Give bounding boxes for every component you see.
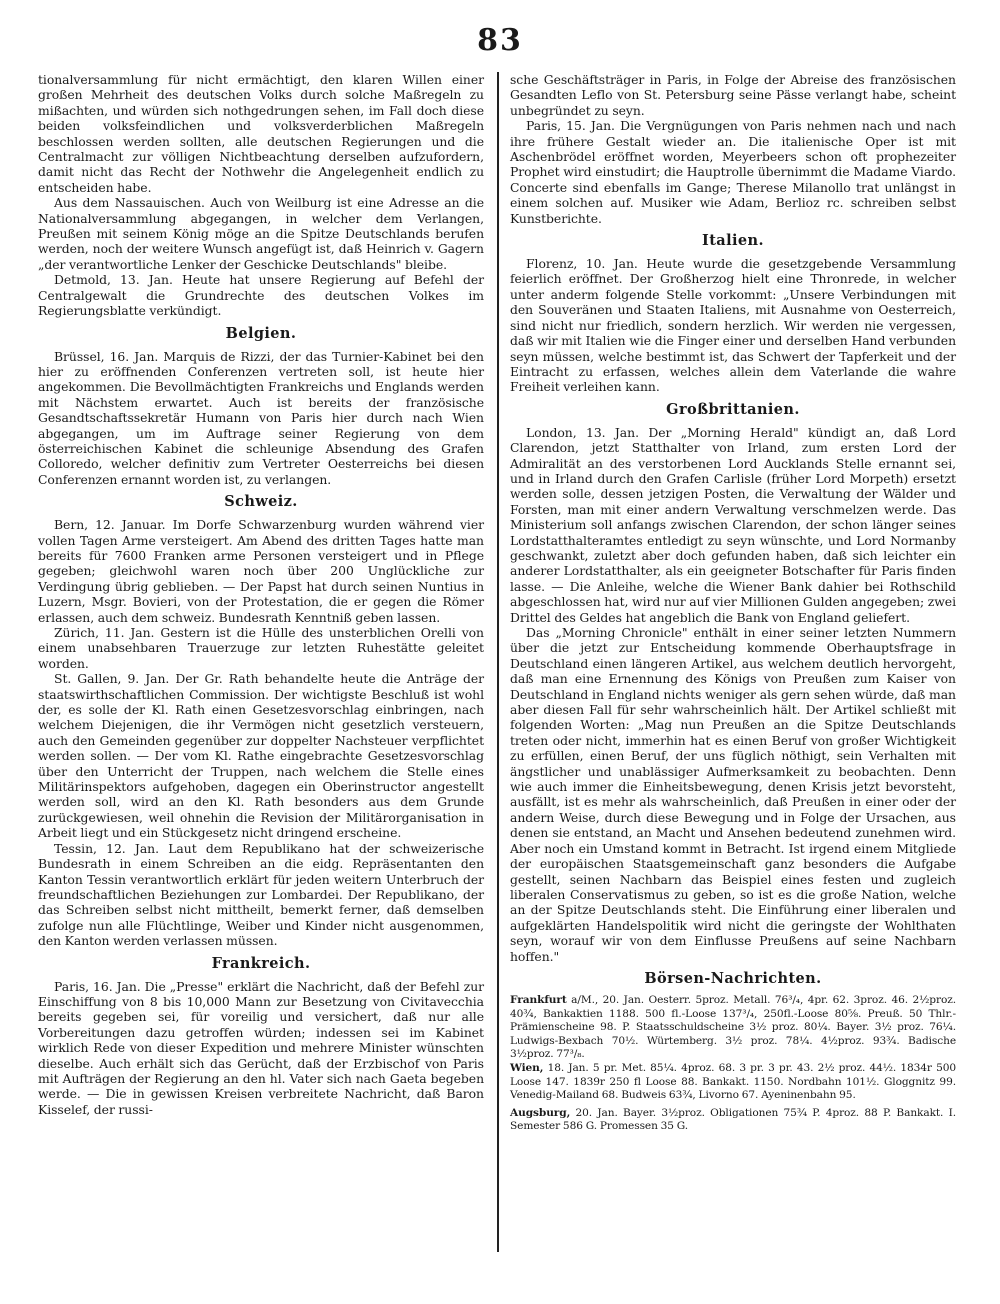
article-london: London, 13. Jan. Der „Morning Herald" kündigt an, daß Lord Clarendon, jetzt Statthalter von Irland, zum ersten Lord der Admiralität an des verstorbenen Lord Aucklands Stelle ernannt sei, und in Irland durch den Grafen Carlisle (früher Lord Morpeth) ersetzt werden solle, dessen jetzigen Posten, die Verwaltung der Wälder und Forsten, man mit einer andern Verwaltung verschmelzen werde. Das Ministerium soll anfangs zwischen Clarendon, der schon länger seines Lordstatthalteramtes entledigt zu seyn wünschte, und Lord Normanby geschwankt, zuletzt aber doch gefunden haben, daß sich leichter ein anderer Lordstatthalter, als ein geeigneter Botschafter für Paris finden lasse. — Die Anleihe, welche die Wiener Bank dahier bei Rothschild abgeschlossen hat, wird nur auf vier Millionen Gulden angegeben; zwei Drittel des Geldes hat angeblich die Bank von England geliefert. [510,424,956,625]
article-continuation-right: sche Geschäftsträger in Paris, in Folge der Abreise des französischen Gesandten Leflo von St. Petersburg seine Pässe verlangt habe, scheint unbegründet zu seyn. [510,72,956,118]
market-label-frankfurt: Frankfurt [510,993,567,1006]
article-detmold: Detmold, 13. Jan. Heute hat unsere Regierung auf Befehl der Centralgewalt die Grundrechte des deutschen Volkes im Regierungsblatte verkündigt. [38,272,484,319]
left-column [38,72,484,1117]
market-wien [510,1062,956,1103]
section-heading-frankreich: Frankreich. [211,954,311,972]
article-nassau: Aus dem Nassauischen. Auch von Weilburg ist eine Adresse an die Nationalversammlung abgegangen, in welcher dem Verlangen, Preußen mit seinem König möge an die Spitze Deutschlands berufen werden, noch der weitere Wunsch angefügt ist, daß Heinrich v. Gagern „der verantwortliche Lenker der Geschicke Deutschlands" bleibe. [38,195,484,272]
market-text-wien: 18. Jan. 5 pr. Met. 85¼. 4proz. 68. 3 pr. 3 pr. 43. 2½ proz. 44½. 1834r 500 Loose 147. 1839r 250 fl Loose 88. Bankakt. 1150. Nordbahn 101½. Gloggnitz 99. Venedig-Mailand 68. Budweis 63¾, Livorno 67. Ayeninenbahn 95. [510,1061,957,1102]
market-text-frankfurt: a/M., 20. Jan. Oesterr. 5proz. Metall. 76³/₄, 4pr. 62. 3proz. 46. 2½proz. 40¾, Bankaktien 1188. 500 fl.-Loose 137³/₄, 250fl.-Loose 80⅝. Preuß. 50 Thlr.-Prämienscheine 98. P. Staatsschuldscheine 3½ proz. 80¼. Bayer. 3½ proz. 76¼. Ludwigs-Bexbach 70½. Würtemberg. 3½ proz. 78¼. 4½proz. 93¾. Badische 3½proz. 77³/₈. [510,993,956,1061]
article-morning-chronicle: Das „Morning Chronicle" enthält in einer seiner letzten Nummern über die jetzt zur Entscheidung kommende Oberhauptsfrage in Deutschland einen längeren Artikel, aus welchem deutlich hervorgeht, daß man eine Ernennung des Königs von Preußen zum Kaiser von Deutschland in England nichts weniger als gern sehen würde, daß man aber diesen Fall für sehr wahrscheinlich hält. Der Artikel schließt mit folgenden Worten: „Mag nun Preußen an die Spitze Deutschlands treten oder nicht, immerhin hat es einen Beruf von großer Wichtigkeit zu erfüllen, einen Beruf, der uns füglich nöthigt, sein Verhalten mit ängstlicher und unablässiger Aufmerksamkeit zu beobachten. Denn wie auch immer die Einheitsbewegung, denen Krisis jetzt bevorsteht, ausfällt, ist es mehr als wahrscheinlich, daß Preußen in einer oder der andern Weise, durch diese Bewegung und in Folge der Ursachen, aus denen sie entstand, an Macht und Ansehen bedeutend zunehmen wird. Aber noch ein Umstand kommt in Betracht. Ist irgend einem Mitgliede der europäischen Staatsgemeinschaft ganz besonders die Aufgabe gestellt, seinen Nachbarn das Beispiel eines festen und zugleich liberalen Conservatismus zu geben, so ist es die große Nation, welche an der Spitze Deutschlands steht. Die Einführung einer liberalen und aufgeklärten Handelspolitik wird nicht die geringste der Wohlthaten seyn, worauf wir von dem Einflusse Preußens auf seine Nachbarn hoffen." [510,625,956,964]
market-label-augsburg: Augsburg, [510,1106,571,1119]
article-paris-16: Paris, 16. Jan. Die „Presse" erklärt die Nachricht, daß der Befehl zur Einschiffung von 8 bis 10,000 Mann zur Besetzung von Civitavecchia bereits gegeben sei, für voreilig und versichert, daß nur alle Vorbereitungen dazu getroffen würden; indessen sei im Kabinet wirklich Rede von dieser Expedition und mehrere Minister wünschten dieselbe. Auch erhält sich das Gerücht, daß der Erzbischof von Paris mit Aufträgen der Regierung an den hl. Vater sich nach Gaeta begeben werde. — Die in gewissen Kreisen verbreitete Nachricht, daß Baron Kisselef, der russi- [38,978,484,1117]
page-number: 83 [477,23,523,58]
section-heading-boersen: Börsen-Nachrichten. [644,969,822,987]
article-st-gallen: St. Gallen, 9. Jan. Der Gr. Rath behandelte heute die Anträge der staatswirthschaftlichen Commission. Der wichtigste Beschluß ist wohl der, es solle der Kl. Rath einen Gesetzesvorschlag einbringen, nach welchem Diejenigen, die ihr Vermögen nicht gesetzlich versteuern, auch den Gemeinden gegenüber zur doppelter Nachsteuer verpflichtet werden sollen. — Der vom Kl. Rathe eingebrachte Gesetzesvorschlag über den Unterricht der Truppen, nach welchem die Stelle eines Militärinspektors aufgehoben, dagegen ein Oberinstructor angestellt werden soll, wird an den Kl. Rath besonders aus dem Grunde zurückgewiesen, weil ohnehin die Revision der Militärorganisation in Arbeit liegt und ein Stückgesetz nicht dringend erscheine. [38,671,484,841]
market-augsburg [510,1107,956,1134]
section-heading-grossbrittanien: Großbrittanien. [666,400,800,418]
section-heading-italien: Italien. [702,232,764,250]
section-heading-schweiz: Schweiz. [224,493,298,511]
article-zuerich: Zürich, 11. Jan. Gestern ist die Hülle des unsterblichen Orelli von einem unabsehbaren Trauerzuge zur letzten Ruhestätte geleitet worden. [38,625,484,671]
market-frankfurt [510,994,956,1062]
article-bern: Bern, 12. Januar. Im Dorfe Schwarzenburg wurden während vier vollen Tagen Arme versteigert. Am Abend des dritten Tages hatte man bereits für 7600 Franken arme Personen versteigert und in Pflege gegeben; gleichwohl waren noch über 200 Unglückliche zur Verdingung übrig geblieben. — Der Papst hat durch seinen Nuntius in Luzern, Msgr. Bovieri, von der Protestation, die er gegen die Römer erlassen, auch dem schweiz. Bundesrath Kenntniß geben lassen. [38,517,484,625]
market-text-augsburg: 20. Jan. Bayer. 3½proz. Obligationen 75¾ P. 4proz. 88 P. Bankakt. I. Semester 586 G. Promessen 35 G. [510,1106,956,1133]
article-bruessel: Brüssel, 16. Jan. Marquis de Rizzi, der das Turnier-Kabinet bei den hier zu eröffnenden Conferenzen vertreten soll, ist heute hier angekommen. Die Bevollmächtigten Frankreichs und Englands werden mit Nächstem erwartet. Auch ist bereits der französische Gesandtschaftssekretär Humann von Paris hier durch nach Wien abgegangen, um im Auftrage seiner Regierung von dem österreichischen Kabinet die schleunige Absendung des Grafen Colloredo, welcher definitiv zum Vertreter Oesterreichs bei diesen Conferenzen ernannt worden ist, zu verlangen. [38,348,484,487]
column-divider [497,72,499,1252]
article-paris-15: Paris, 15. Jan. Die Vergnügungen von Paris nehmen nach und nach ihre frühere Gestalt wieder an. Die italienische Oper ist mit Aschenbrödel eröffnet worden, Meyerbeers schon oft prophezeiter Prophet wird einstudirt; die Hauptrolle übernimmt die Madame Viardo. Concerte sind ebenfalls im Gange; Therese Milanollo trat unlängst in einem solchen auf. Musiker wie Adam, Berlioz rc. schreiben selbst Kunstberichte. [510,118,956,226]
market-label-wien: Wien, [510,1061,544,1074]
article-tessin: Tessin, 12. Jan. Laut dem Republikano hat der schweizerische Bundesrath in einem Schreiben an die eidg. Repräsentanten den Kanton Tessin verantwortlich erklärt für jeden weitern Unterbruch der freundschaftlichen Beziehungen zur Lombardei. Der Republikano, der das Schreiben selbst nicht mittheilt, bemerkt ferner, daß demselben zufolge nun alle Flüchtlinge, Weiber und Kinder nicht ausgenommen, den Kanton werden verlassen müssen. [38,840,484,949]
article-continuation: tionalversammlung für nicht ermächtigt, den klaren Willen einer großen Mehrheit des deutschen Volks durch solche Maßregeln zu mißachten, und würden sich nothgedrungen sehen, im Fall doch diese beiden volksfeindlichen und volksverderblichen Maßregeln beschlossen werden sollten, alle deutschen Regierungen und die Centralmacht zur völligen Nichtbeachtung derselben aufzufordern, damit nicht das Recht der Nothwehr die Angelegenheit endlich zu entscheiden habe. [38,72,484,195]
section-heading-belgien: Belgien. [225,324,297,342]
right-column [510,72,956,1134]
article-florenz: Florenz, 10. Jan. Heute wurde die gesetzgebende Versammlung feierlich eröffnet. Der Großherzog hielt eine Thronrede, in welcher unter anderm folgende Stelle vorkommt: „Unsere Verbindungen mit den Souveränen und Staaten Italiens, mit Ausnahme von Oesterreich, sind nicht nur friedlich, sondern herzlich. Wir werden nie vergessen, daß wir mit Italien wie die Finger einer und derselben Hand verbunden seyn müssen, welche bestimmt ist, das Schwert der Tapferkeit und der Eintracht zu erfassen, welches allein dem Vaterlande die wahre Freiheit verleihen kann. [510,256,956,395]
